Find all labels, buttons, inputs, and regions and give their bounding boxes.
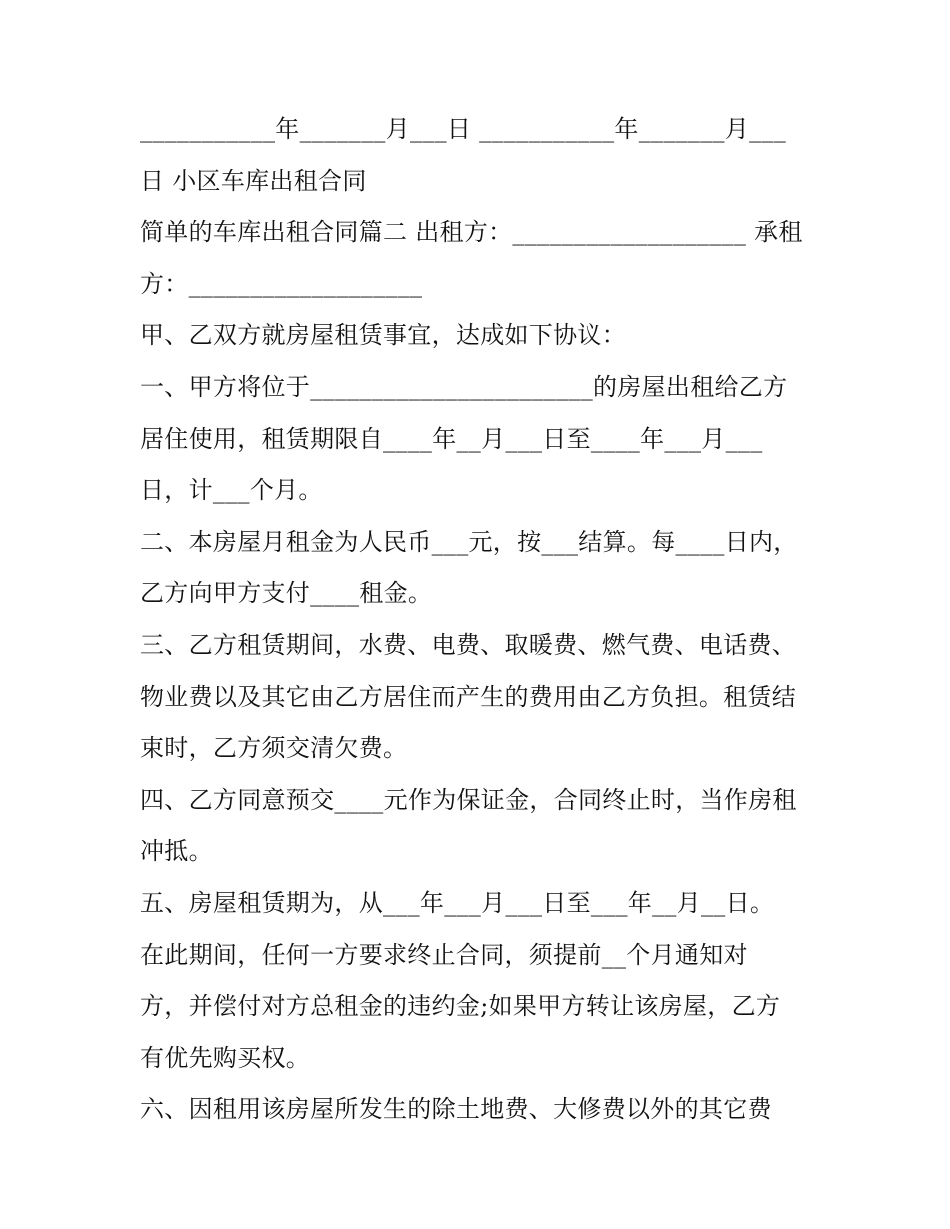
text-line: 三、乙方租赁期间，水费、电费、取暖费、燃气费、电话费、 <box>140 630 797 659</box>
text-line: 居住使用，租赁期限自____年__月___日至____年___月___ <box>140 424 763 453</box>
text-line: 四、乙方同意预交____元作为保证金，合同终止时，当作房租 <box>140 785 797 814</box>
text-line: 在此期间，任何一方要求终止合同，须提前__个月通知对 <box>140 940 748 969</box>
text-line: 方：___________________ <box>140 269 423 298</box>
text-line: 乙方向甲方支付____租金。 <box>140 579 433 608</box>
text-line: 方，并偿付对方总租金的违约金;如果甲方转让该房屋，乙方 <box>140 992 781 1021</box>
text-line: 一、甲方将位于_______________________的房屋出租给乙方 <box>140 372 788 401</box>
text-line: 二、本房屋月租金为人民币___元，按___结算。每____日内， <box>140 527 798 556</box>
document-body <box>140 104 820 1136</box>
text-line: ___________年_______月___日 ___________年_______月___ <box>140 115 787 143</box>
text-line: 束时，乙方须交清欠费。 <box>140 734 408 763</box>
text-line: 有优先购买权。 <box>140 1043 311 1072</box>
text-line: 物业费以及其它由乙方居住而产生的费用由乙方负担。租赁结 <box>140 682 797 711</box>
text-line: 五、房屋租赁期为，从___年___月___日至___年__月__日。 <box>140 888 775 917</box>
text-line: 冲抵。 <box>140 837 213 866</box>
text-line: 日 小区车库出租合同 <box>140 166 367 195</box>
text-line: 甲、乙双方就房屋租赁事宜，达成如下协议： <box>140 321 626 350</box>
text-line: 简单的车库出租合同篇二 出租方：___________________ 承租 <box>140 218 803 247</box>
text-line: 日，计___个月。 <box>140 476 323 505</box>
text-line: 六、因租用该房屋所发生的除土地费、大修费以外的其它费 <box>140 1095 772 1124</box>
